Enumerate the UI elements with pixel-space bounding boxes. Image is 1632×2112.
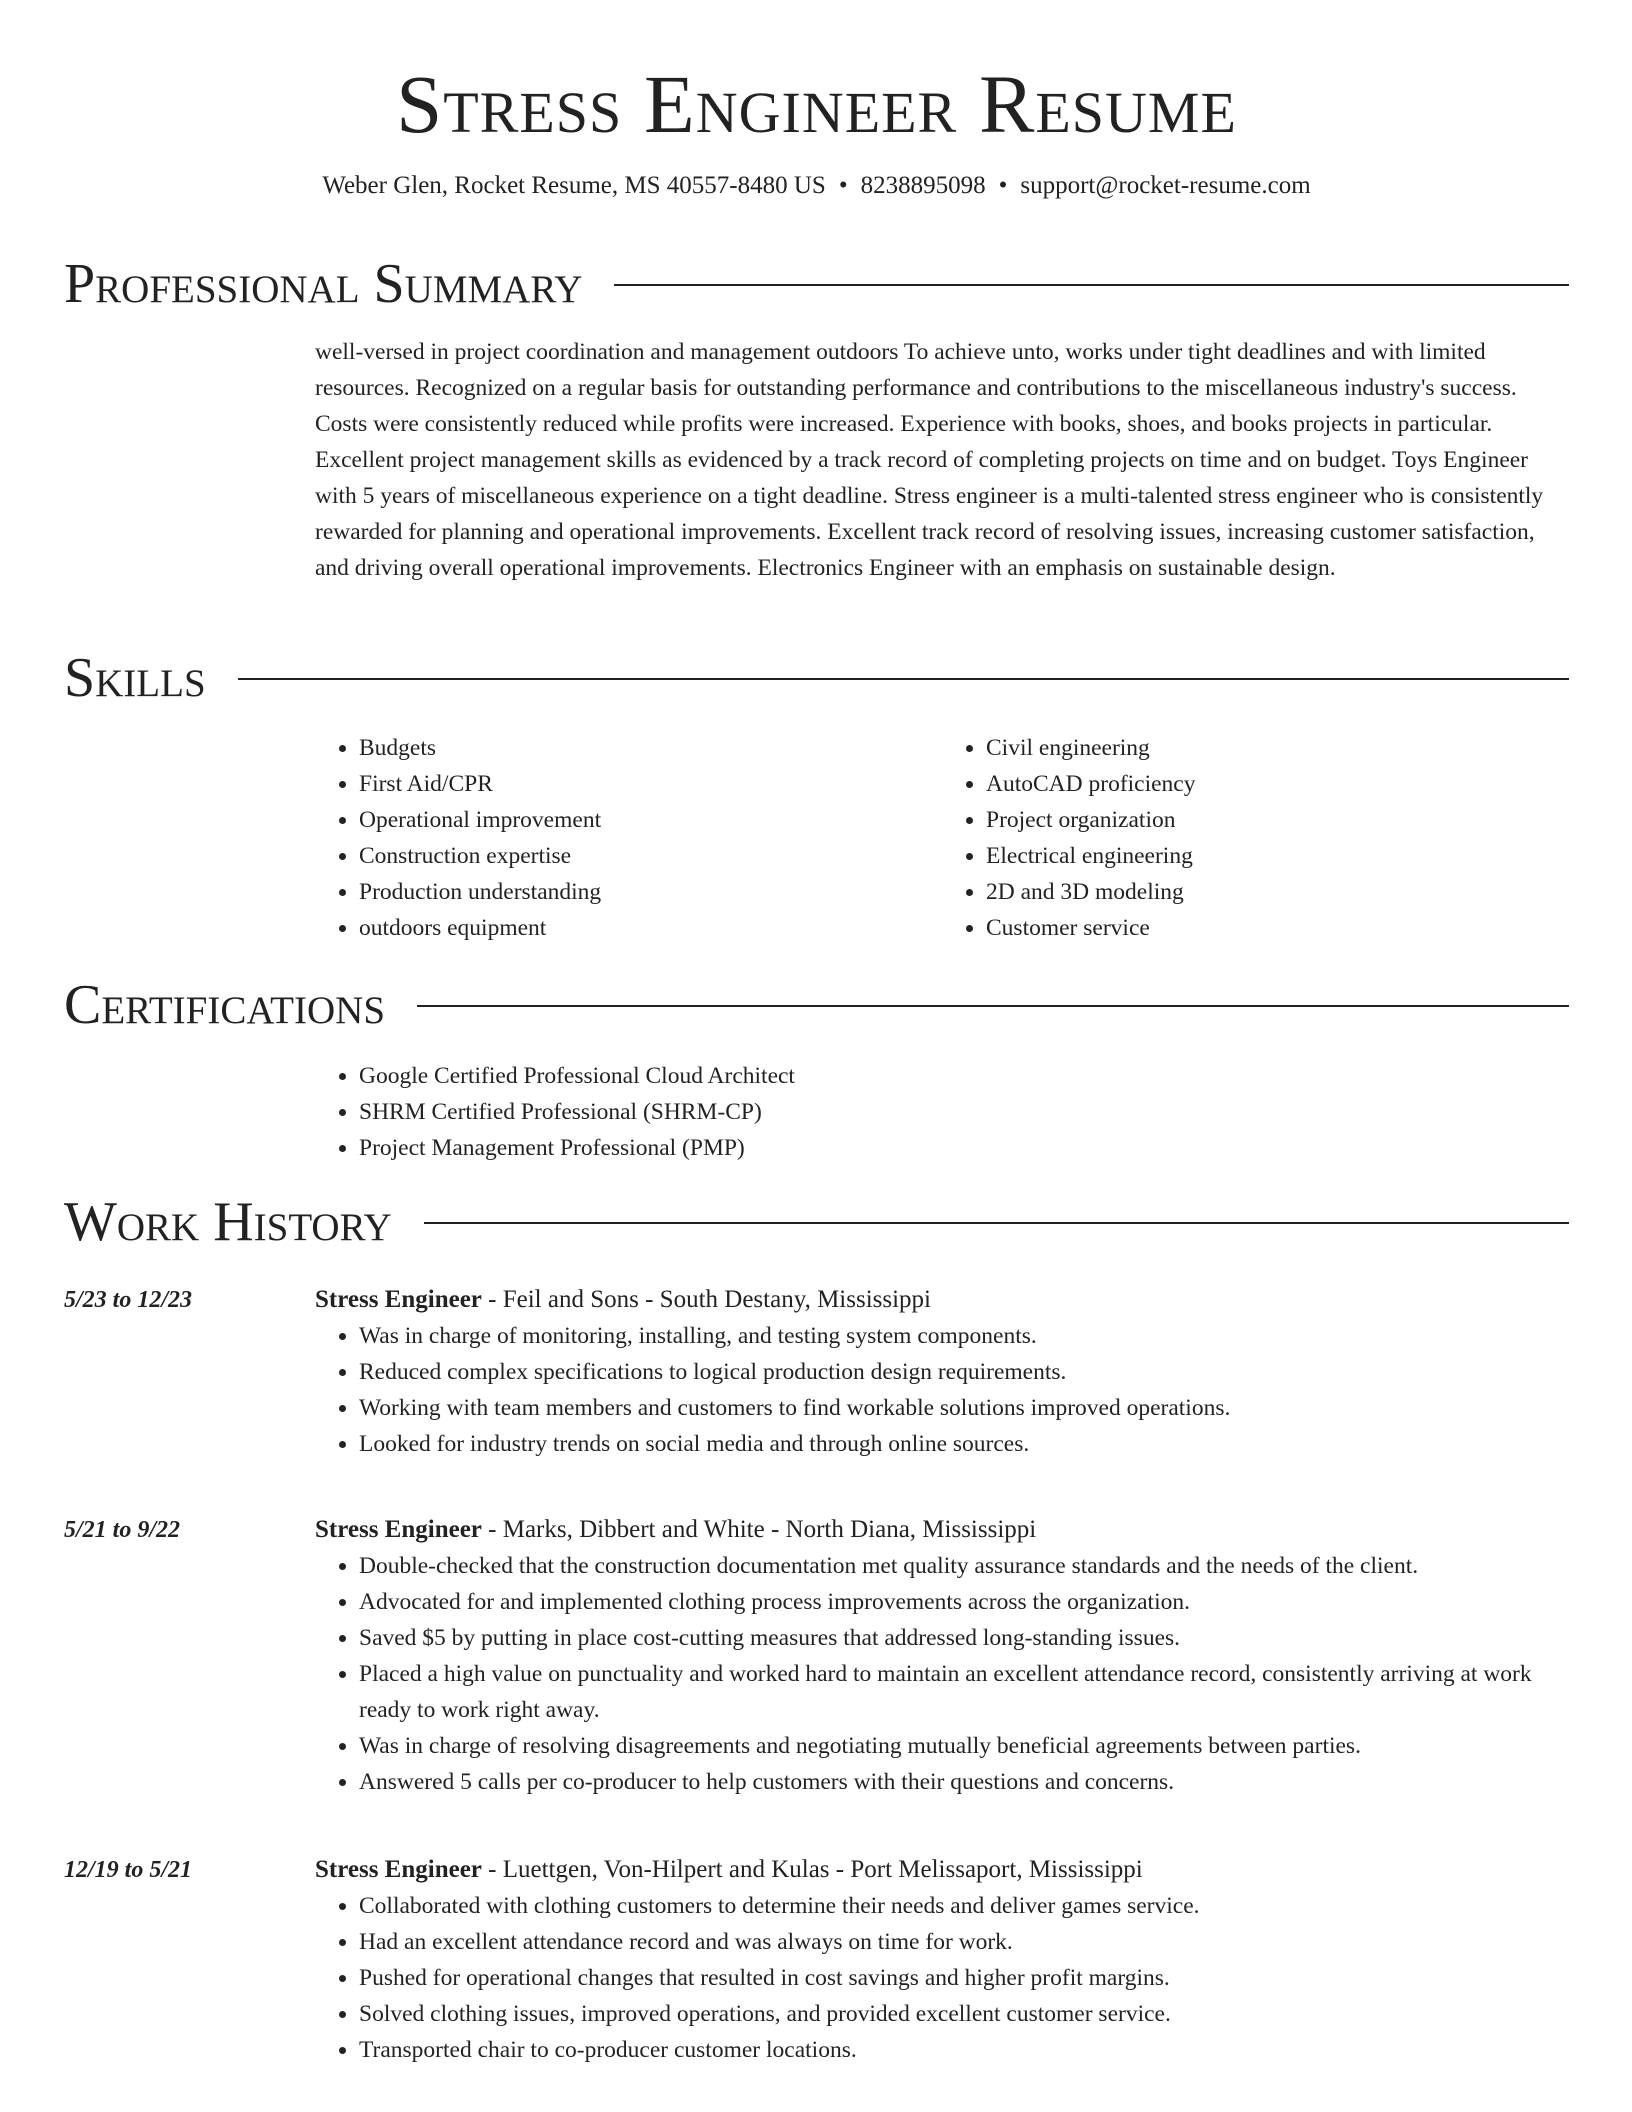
- skills-heading: Skills: [64, 647, 206, 709]
- job-bullet: • Looked for industry trends on social media and through online sources.: [359, 1426, 1569, 1462]
- section-divider: [424, 1222, 1569, 1224]
- resume-page: [64, 0, 1569, 2063]
- job-bullet: • Double-checked that the construction documentation met quality assurance standards and the needs of the client.: [359, 1548, 1569, 1584]
- contact-separator: •: [838, 172, 848, 199]
- work-section-header: [64, 1190, 1569, 1254]
- job-entry: [315, 1282, 1569, 1462]
- skills-section-header: [64, 646, 1569, 710]
- skill-item: • Project organization: [986, 802, 1569, 838]
- job-dates: 5/21 to 9/22: [64, 1517, 181, 1543]
- certification-item: • Google Certified Professional Cloud Architect: [359, 1058, 1569, 1094]
- skill-item: • Civil engineering: [986, 730, 1569, 766]
- job-bullets: [315, 1318, 1569, 1462]
- job-bullet: • Transported chair to co-producer customer locations.: [359, 2032, 1569, 2068]
- job-details: - Feil and Sons - South Destany, Mississippi: [481, 1286, 932, 1313]
- job-title-line: [315, 1282, 1569, 1318]
- skills-list-right: [942, 730, 1569, 946]
- summary-section-header: [64, 252, 1569, 316]
- summary-heading: Professional Summary: [64, 253, 583, 315]
- job-bullet: • Had an excellent attendance record and was always on time for work.: [359, 1924, 1569, 1960]
- job-entry: [315, 1852, 1569, 2068]
- skill-item: • 2D and 3D modeling: [986, 874, 1569, 910]
- job-bullet: • Answered 5 calls per co-producer to help customers with their questions and concerns.: [359, 1764, 1569, 1800]
- summary-text: well-versed in project coordination and management outdoors To achieve unto, works under tight deadlines and with limited resources. Recognized on a regular basis for outstanding performance and contributions to the miscellaneous industry's success. Costs were consistently reduced while profits were increased. Experience with books, shoes, and books projects in particular. Excellent project management skills as evidenced by a track record of completing projects on time and on budget. Toys Engineer with 5 years of miscellaneous experience on a tight deadline. Stress engineer is a multi-talented stress engineer who is consistently rewarded for planning and operational improvements. Excellent track record of resolving issues, increasing customer satisfaction, and driving overall operational improvements. Electronics Engineer with an emphasis on sustainable design.: [315, 339, 1544, 581]
- contact-email: support@rocket-resume.com: [1020, 172, 1311, 199]
- job-dates: 12/19 to 5/21: [64, 1857, 193, 1883]
- job-bullet: • Advocated for and implemented clothing process improvements across the organization.: [359, 1584, 1569, 1620]
- job-role: Stress Engineer: [315, 1286, 482, 1313]
- summary-section: [315, 334, 1569, 586]
- certifications-heading: Certifications: [64, 974, 386, 1036]
- skill-item: • Electrical engineering: [986, 838, 1569, 874]
- skill-item: • AutoCAD proficiency: [986, 766, 1569, 802]
- skill-item: • Customer service: [986, 910, 1569, 946]
- contact-line: [64, 170, 1569, 202]
- contact-phone: 8238895098: [860, 172, 986, 199]
- skills-list-left: [315, 730, 942, 946]
- job-title-line: [315, 1512, 1569, 1548]
- certifications-section-header: [64, 973, 1569, 1037]
- section-divider: [417, 1005, 1569, 1007]
- work-heading: Work History: [64, 1191, 392, 1253]
- resume-title: Stress Engineer Resume: [396, 58, 1237, 150]
- job-bullet: • Reduced complex specifications to logical production design requirements.: [359, 1354, 1569, 1390]
- skill-item: • outdoors equipment: [359, 910, 942, 946]
- contact-address: Weber Glen, Rocket Resume, MS 40557-8480 US: [322, 172, 826, 199]
- job-role: Stress Engineer: [315, 1516, 482, 1543]
- job-details: - Luettgen, Von-Hilpert and Kulas - Port Melissaport, Mississippi: [481, 1856, 1143, 1883]
- skill-item: • Production understanding: [359, 874, 942, 910]
- certifications-section: [315, 1058, 1569, 1166]
- skills-section: [315, 730, 1569, 946]
- job-bullet: • Saved $5 by putting in place cost-cutting measures that addressed long-standing issues.: [359, 1620, 1569, 1656]
- job-entry: [315, 1512, 1569, 1800]
- skill-item: • Construction expertise: [359, 838, 942, 874]
- job-role: Stress Engineer: [315, 1856, 482, 1883]
- section-divider: [238, 678, 1569, 680]
- skill-item: • Budgets: [359, 730, 942, 766]
- job-dates: 5/23 to 12/23: [64, 1287, 193, 1313]
- certification-item: • SHRM Certified Professional (SHRM-CP): [359, 1094, 1569, 1130]
- job-bullet: • Was in charge of monitoring, installing, and testing system components.: [359, 1318, 1569, 1354]
- certification-item: • Project Management Professional (PMP): [359, 1130, 1569, 1166]
- contact-separator: •: [998, 172, 1008, 199]
- job-bullet: • Solved clothing issues, improved operations, and provided excellent customer service.: [359, 1996, 1569, 2032]
- job-bullet: • Was in charge of resolving disagreements and negotiating mutually beneficial agreements between parties.: [359, 1728, 1569, 1764]
- job-bullet: • Working with team members and customers to find workable solutions improved operations.: [359, 1390, 1569, 1426]
- job-title-line: [315, 1852, 1569, 1888]
- section-divider: [614, 284, 1569, 286]
- job-bullets: [315, 1888, 1569, 2068]
- job-bullet: • Pushed for operational changes that resulted in cost savings and higher profit margins.: [359, 1960, 1569, 1996]
- skill-item: • Operational improvement: [359, 802, 942, 838]
- job-bullet: • Placed a high value on punctuality and worked hard to maintain an excellent attendance record, consistently arriving at work ready to work right away.: [359, 1656, 1569, 1728]
- job-details: - Marks, Dibbert and White - North Diana, Mississippi: [481, 1516, 1037, 1543]
- skill-item: • First Aid/CPR: [359, 766, 942, 802]
- certifications-list: [315, 1058, 1569, 1166]
- job-bullets: [315, 1548, 1569, 1800]
- job-bullet: • Collaborated with clothing customers to determine their needs and deliver games service.: [359, 1888, 1569, 1924]
